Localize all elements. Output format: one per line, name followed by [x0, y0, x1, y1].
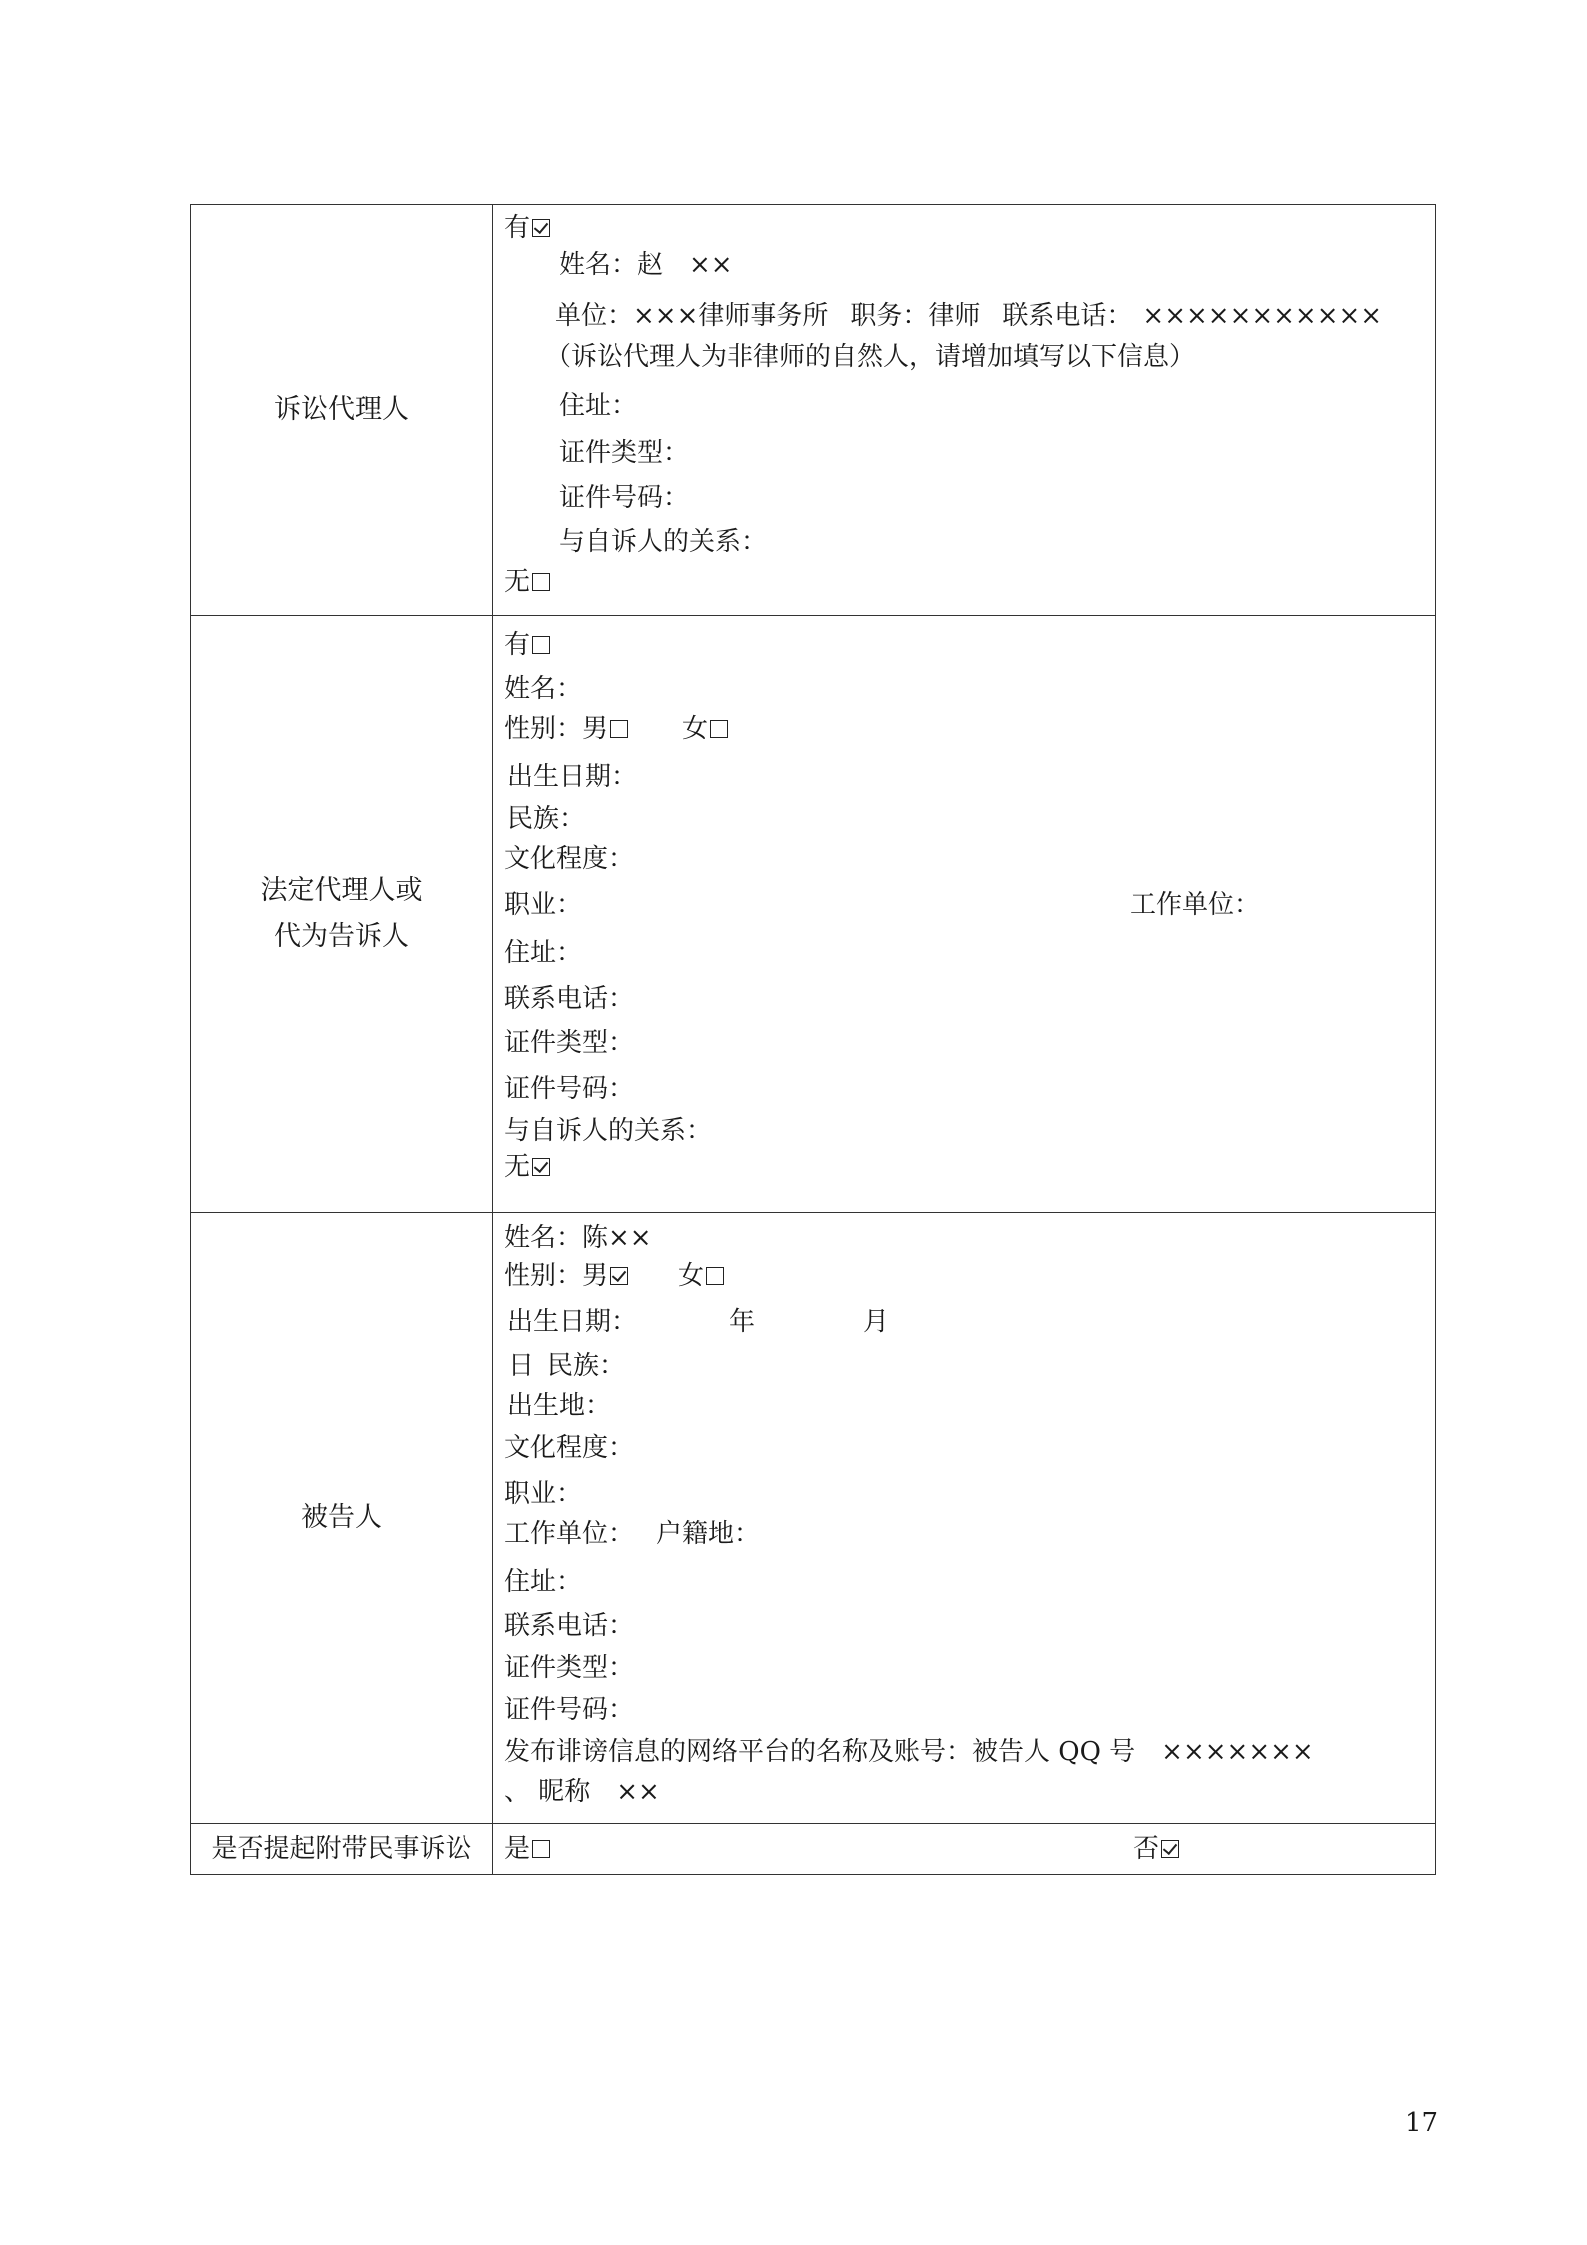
agent-content-cell — [493, 205, 1436, 616]
civil-suit-no-checkbox[interactable] — [1161, 1840, 1179, 1858]
legal-rep-row — [191, 616, 1436, 1213]
legal-rep-yes-option[interactable]: 有 — [504, 630, 550, 660]
defendant-female-checkbox[interactable] — [706, 1267, 724, 1285]
agent-row — [191, 205, 1436, 616]
legal-rep-education-label: 文化程度： — [504, 844, 635, 874]
defendant-label: 被告人 — [301, 1502, 382, 1533]
civil-suit-label-cell — [191, 1824, 493, 1875]
defendant-platform-line2: 、 昵称 ×× — [504, 1777, 660, 1807]
legal-rep-workplace-label: 工作单位： — [1130, 890, 1261, 920]
agent-no-checkbox[interactable] — [532, 573, 550, 591]
defendant-content-cell — [493, 1213, 1436, 1824]
legal-rep-address-label: 住址： — [504, 938, 583, 968]
agent-label: 诉讼代理人 — [274, 394, 409, 425]
agent-id-number-label: 证件号码： — [559, 483, 690, 513]
agent-name-value: 赵 ×× — [637, 250, 733, 280]
civil-suit-content-cell — [493, 1824, 1436, 1875]
defendant-row — [191, 1213, 1436, 1824]
defendant-id-type-label: 证件类型： — [504, 1653, 635, 1683]
defendant-name-value: 陈×× — [582, 1223, 652, 1253]
civil-suit-yes-option[interactable]: 是 — [504, 1834, 550, 1864]
complaint-form-table — [190, 204, 1436, 1875]
agent-no-option[interactable]: 无 — [504, 567, 550, 597]
defendant-name-line: 姓名：陈×× — [504, 1223, 652, 1253]
defendant-platform-value: 被告人 QQ 号 ××××××× — [972, 1737, 1314, 1767]
defendant-workplace-line: 工作单位： 户籍地： — [504, 1519, 761, 1549]
page-number: 17 — [1405, 2108, 1439, 2138]
legal-rep-relation-label: 与自诉人的关系： — [504, 1116, 713, 1146]
agent-yes-checkbox[interactable] — [532, 219, 550, 237]
legal-rep-no-checkbox[interactable] — [532, 1158, 550, 1176]
defendant-male-checkbox[interactable] — [610, 1267, 628, 1285]
defendant-id-number-label: 证件号码： — [504, 1695, 635, 1725]
agent-name-line: 姓名：赵 ×× — [559, 250, 733, 280]
legal-rep-birth-label: 出生日期： — [507, 762, 638, 792]
legal-rep-label-line1: 法定代理人或 — [260, 875, 423, 906]
legal-rep-label-cell — [191, 616, 493, 1213]
agent-address-label: 住址： — [559, 391, 638, 421]
defendant-birthplace-label: 出生地： — [507, 1391, 612, 1421]
legal-rep-occupation-label: 职业： — [504, 890, 583, 920]
defendant-platform-line: 发布诽谤信息的网络平台的名称及账号：被告人 QQ 号 ××××××× — [504, 1737, 1314, 1767]
agent-yes-option[interactable]: 有 — [504, 213, 550, 243]
legal-rep-label-line2: 代为告诉人 — [274, 921, 409, 952]
legal-rep-ethnicity-label: 民族： — [507, 804, 586, 834]
defendant-gender-line: 性别：男 女 — [504, 1261, 724, 1291]
agent-unit-value: ×××律师事务所 — [633, 301, 829, 331]
agent-note: （诉讼代理人为非律师的自然人，请增加填写以下信息） — [545, 342, 1196, 372]
defendant-address-label: 住址： — [504, 1567, 583, 1597]
civil-suit-yes-checkbox[interactable] — [532, 1840, 550, 1858]
legal-rep-name-label: 姓名： — [504, 674, 583, 704]
civil-suit-no-option[interactable]: 否 — [1133, 1834, 1179, 1864]
legal-rep-id-number-label: 证件号码： — [504, 1074, 635, 1104]
legal-rep-content-cell — [493, 616, 1436, 1213]
defendant-day-ethnicity-line: 日 民族： — [508, 1351, 626, 1381]
agent-phone-value: ××××××××××× — [1142, 301, 1383, 331]
agent-label-cell — [191, 205, 493, 616]
defendant-occupation-label: 职业： — [504, 1479, 583, 1509]
defendant-label-cell — [191, 1213, 493, 1824]
defendant-birth-line: 出生日期： 年 月 — [507, 1307, 890, 1337]
agent-unit-line: 单位：×××律师事务所 职务：律师 联系电话： ××××××××××× — [555, 301, 1383, 331]
legal-rep-yes-checkbox[interactable] — [532, 636, 550, 654]
defendant-education-label: 文化程度： — [504, 1433, 635, 1463]
legal-rep-female-checkbox[interactable] — [710, 720, 728, 738]
legal-rep-phone-label: 联系电话： — [504, 984, 635, 1014]
agent-relation-label: 与自诉人的关系： — [559, 527, 768, 557]
legal-rep-id-type-label: 证件类型： — [504, 1028, 635, 1058]
civil-suit-label: 是否提起附带民事诉讼 — [211, 1834, 472, 1864]
defendant-phone-label: 联系电话： — [504, 1611, 635, 1641]
agent-id-type-label: 证件类型： — [559, 438, 690, 468]
agent-position-value: 律师 — [928, 301, 981, 331]
legal-rep-male-checkbox[interactable] — [610, 720, 628, 738]
legal-rep-gender-line: 性别：男 女 — [504, 714, 728, 744]
legal-rep-no-option[interactable]: 无 — [504, 1152, 550, 1182]
civil-suit-row — [191, 1824, 1436, 1875]
